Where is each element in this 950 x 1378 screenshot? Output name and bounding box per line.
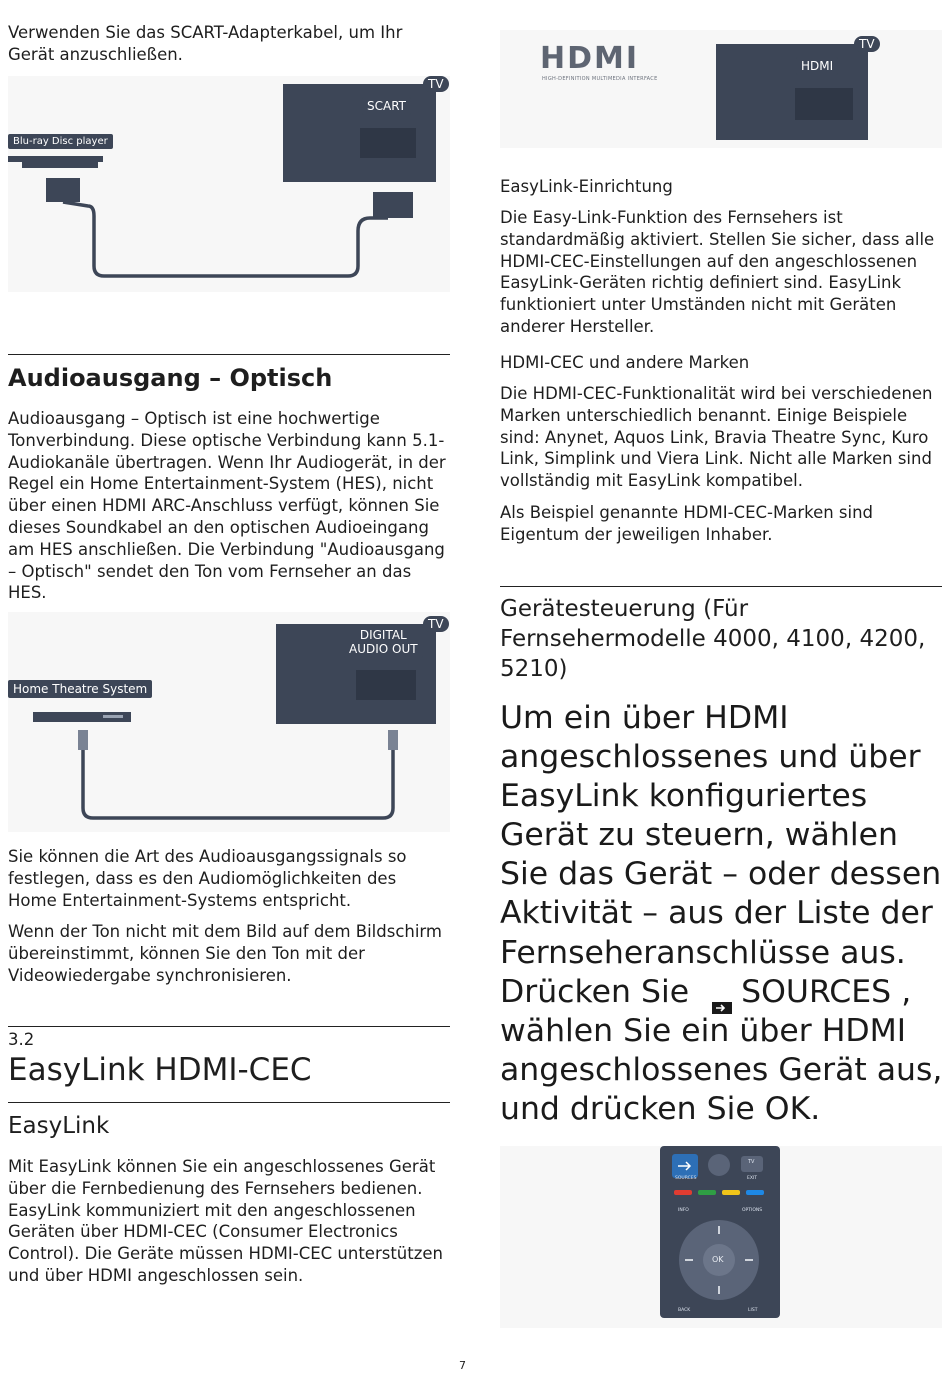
tv-tag: TV — [423, 76, 449, 92]
setup-heading: EasyLink-Einrichtung — [500, 177, 673, 196]
port-label-line-2: AUDIO OUT — [349, 642, 418, 656]
hdmi-port-label: HDMI — [796, 57, 838, 75]
remote-info-label: INFO — [678, 1208, 689, 1213]
easylink-paragraph: Mit EasyLink können Sie ein angeschlossenes Gerät über die Fernbedienung des Fernsehers bedienen. EasyLink kommuniziert mit den angeschlossenen Geräten über HDMI-CEC (Consumer Electronics Control). Die Geräte müssen HDMI-CEC unterstützen und über HDMI angeschlossen sein. — [8, 1157, 443, 1285]
remote-sources-label: SOURCES — [675, 1176, 697, 1181]
instructions-comma: , — [901, 973, 912, 1010]
ok-key-label: OK. — [764, 1090, 821, 1127]
remote-home-button — [708, 1154, 730, 1176]
instructions-part-2: wählen Sie ein über HDMI angeschlossenes Gerät aus, und drücken Sie — [500, 1012, 943, 1127]
control-instructions — [500, 699, 945, 1129]
remote-tv-label: TV — [748, 1159, 755, 1165]
remote-figure — [500, 1146, 942, 1328]
audio-heading: Audioausgang – Optisch — [8, 364, 333, 392]
section-title: EasyLink HDMI-CEC — [8, 1052, 312, 1088]
hts-device-label: Home Theatre System — [8, 680, 152, 698]
remote-ok-label: OK — [712, 1255, 724, 1264]
remote-control-illustration — [500, 1146, 942, 1328]
hdmi-figure — [500, 30, 942, 148]
easylink-heading: EasyLink — [8, 1113, 110, 1139]
bluray-device-label: Blu-ray Disc player — [8, 134, 113, 149]
tv-tag: TV — [854, 36, 880, 52]
audio-paragraph-2: Sie können die Art des Audioausgangssignals so festlegen, dass es den Audiomöglichkeiten des Home Entertainment-Systems entspricht. — [8, 847, 407, 910]
divider — [8, 354, 450, 355]
brands-paragraph-1: Die HDMI-CEC-Funktionalität wird bei verschiedenen Marken unterschiedlich benannt. Einige Beispiele sind: Anynet, Aquos Link, Bravia Theatre Sync, Kuro Link, Simplink und Viera Link. Nicht alle Marken sind vollständig mit EasyLink kompatibel. — [500, 384, 933, 491]
remote-options-label: OPTIONS — [742, 1208, 763, 1213]
brands-heading: HDMI-CEC und andere Marken — [500, 353, 750, 372]
digital-audio-out-label — [344, 626, 423, 658]
divider — [8, 1026, 450, 1027]
instructions-part-1: Um ein über HDMI angeschlossenes und über EasyLink konfiguriertes Gerät zu steuern, wählen Sie das Gerät – oder dessen Aktivität – aus der Liste der Fernseheranschlüsse aus. Drücken Sie — [500, 700, 942, 1010]
sources-key-label: SOURCES — [741, 973, 892, 1010]
hdmi-logo: HDMI — [540, 41, 640, 76]
intro-text: Verwenden Sie das SCART-Adapterkabel, um Ihr Gerät anzuschließen. — [8, 23, 403, 64]
sources-icon — [711, 986, 733, 1000]
hdmi-logo-subtitle: HIGH-DEFINITION MULTIMEDIA INTERFACE — [542, 76, 658, 82]
tv-tag: TV — [423, 616, 449, 632]
scart-port-label: SCART — [362, 97, 411, 115]
audio-paragraph-1: Audioausgang – Optisch ist eine hochwertige Tonverbindung. Diese optische Verbindung kann 5.1-Audiokanäle übertragen. Wenn Ihr Audiogerät, in der Regel ein Home Entertainment-System (HES), nicht über einen HDMI ARC-Anschluss verfügt, können Sie dieses Soundkabel an den optischen Audioeingang am HES anschließen. Die Verbindung "Audioausgang – Optisch" sendet den Ton vom Fernseher an das HES. — [8, 409, 446, 603]
audio-paragraph-3: Wenn der Ton nicht mit dem Bild auf dem Bildschirm übereinstimmt, können Sie den Ton mit der Videowiedergabe synchronisieren. — [8, 922, 442, 985]
port-label-line-1: DIGITAL — [359, 628, 407, 642]
scart-connection-figure — [8, 76, 450, 292]
remote-exit-label: EXIT — [747, 1176, 758, 1181]
divider — [8, 1102, 450, 1103]
brands-paragraph-2: Als Beispiel genannte HDMI-CEC-Marken sind Eigentum der jeweiligen Inhaber. — [500, 503, 874, 544]
divider — [500, 586, 942, 587]
remote-list-label: LIST — [748, 1308, 758, 1313]
section-number: 3.2 — [8, 1030, 35, 1049]
optical-audio-figure — [8, 612, 450, 832]
page-number: 7 — [459, 1359, 466, 1372]
remote-back-label: BACK — [678, 1308, 691, 1313]
control-heading: Gerätesteuerung (Für Fernsehermodelle 4000, 4100, 4200, 5210) — [500, 596, 926, 682]
setup-paragraph: Die Easy-Link-Funktion des Fernsehers ist standardmäßig aktiviert. Stellen Sie sicher, dass alle HDMI-CEC-Einstellungen auf den angeschlossenen EasyLink-Geräten richtig definiert sind. EasyLink funktioniert unter Umständen nicht mit Geräten anderer Hersteller. — [500, 208, 935, 336]
